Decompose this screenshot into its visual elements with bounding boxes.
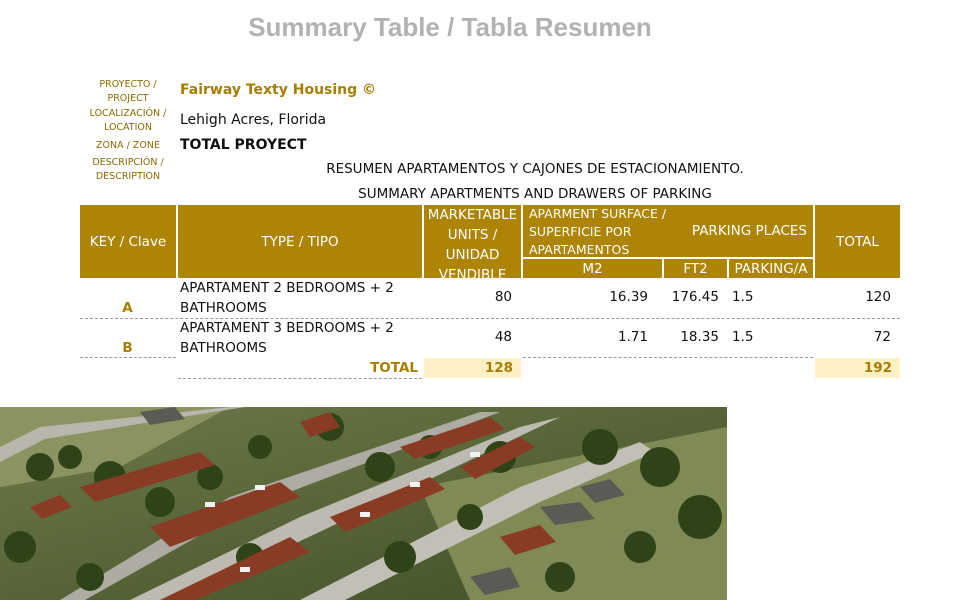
row-divider — [523, 357, 813, 358]
row-a-type: APARTAMENT 2 BEDROOMS + 2 BATHROOMS — [180, 280, 394, 316]
page-title: Summary Table / Tabla Resumen — [248, 12, 652, 42]
total-units: 128 — [424, 358, 521, 378]
subtitle-line-2: SUMMARY APARTMENTS AND DRAWERS OF PARKING — [358, 186, 712, 202]
row-a-ft2: 176.45 — [671, 289, 719, 305]
description-label: DESCRIPCIÓN / DESCRIPTION — [92, 157, 164, 182]
row-divider — [80, 357, 176, 358]
row-b-key: B — [122, 340, 133, 356]
row-a-key: A — [122, 300, 133, 316]
row-a-total: 120 — [865, 289, 891, 305]
header-m2: M2 — [523, 259, 662, 278]
location-value: Lehigh Acres, Florida — [180, 112, 327, 128]
row-b-total: 72 — [873, 329, 891, 345]
aerial-site-rendering — [0, 407, 727, 600]
row-b-units: 48 — [494, 329, 512, 345]
total-label: TOTAL — [370, 360, 418, 376]
zone-label: ZONA / ZONE — [96, 140, 160, 151]
subtitle-line-1: RESUMEN APARTAMENTOS Y CAJONES DE ESTACIONAMIENTO. — [326, 161, 744, 177]
project-value: Fairway Texty Housing © — [180, 82, 377, 98]
header-type: TYPE / TIPO — [178, 205, 422, 278]
row-b-ft2: 18.35 — [680, 329, 719, 345]
header-parking-a: PARKING/A — [729, 259, 813, 278]
zone-value: TOTAL PROYECT — [180, 137, 307, 153]
header-total: TOTAL — [815, 205, 900, 278]
row-a-units: 80 — [494, 289, 512, 305]
row-a-parking: 1.5 — [732, 289, 754, 305]
header-parking: PARKING PLACES — [673, 205, 813, 257]
total-underline — [178, 378, 422, 379]
row-b-parking: 1.5 — [732, 329, 754, 345]
header-surface: APARMENT SURFACE / SUPERFICIE POR APARTAMENTOS — [523, 205, 673, 257]
project-label: PROYECTO / PROJECT — [99, 79, 157, 104]
header-ft2: FT2 — [664, 259, 727, 278]
row-a-m2: 16.39 — [609, 289, 648, 305]
header-units: MARKETABLE UNITS / UNIDAD VENDIBLE — [424, 205, 521, 278]
row-b-type: APARTAMENT 3 BEDROOMS + 2 BATHROOMS — [180, 320, 394, 356]
location-label: LOCALIZACIÓN / LOCATION — [89, 108, 167, 133]
header-key: KEY / Clave — [80, 205, 176, 278]
total-parking: 192 — [815, 358, 900, 378]
row-b-m2: 1.71 — [617, 329, 648, 345]
